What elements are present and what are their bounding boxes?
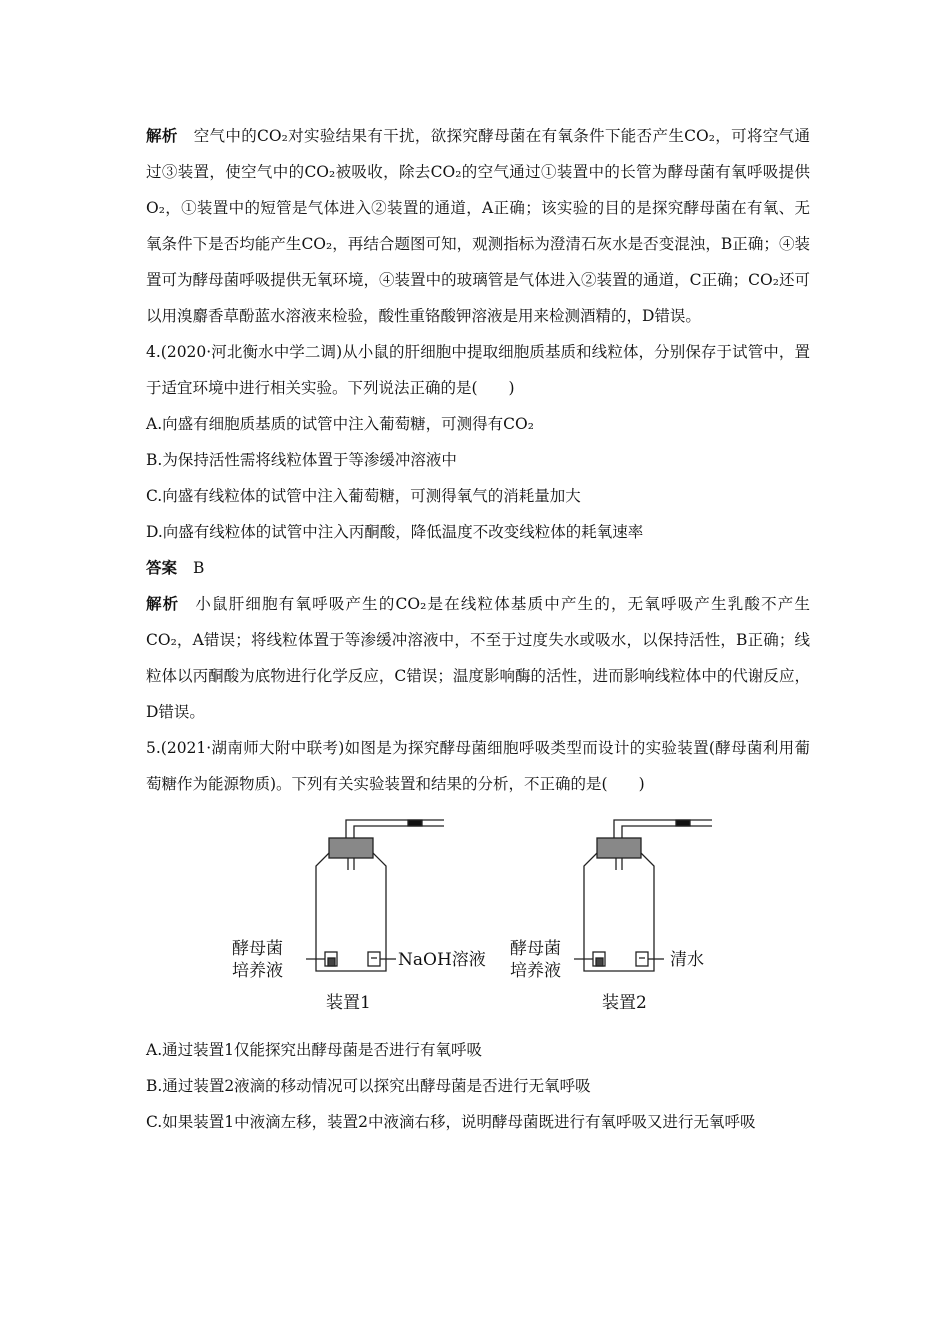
device2-caption: 装置2 [602, 993, 647, 1013]
experiment-figure [146, 806, 810, 1026]
device1-right-label: NaOH溶液 [398, 950, 486, 970]
device2-left-label-2: 培养液 [510, 961, 561, 981]
device1-left-label-1: 酵母菌 [232, 939, 283, 959]
analysis-text: 小鼠肝细胞有氧呼吸产生的CO₂是在线粒体基质中产生的，无氧呼吸产生乳酸不产生CO₂，A错误；将线粒体置于等渗缓冲溶液中，不至于过度失水或吸水，以保持活性，B正确；线粒体以丙酮酸为底物进行化学反应，C错误；温度影响酶的活性，进而影响线粒体中的代谢反应，D错误。 [146, 595, 810, 721]
answer-value: B [193, 559, 205, 577]
document-page [146, 118, 810, 1140]
q4-stem: 4.(2020·河北衡水中学二调)从小鼠的肝细胞中提取细胞质基质和线粒体，分别保存于试管中，置于适宜环境中进行相关实验。下列说法正确的是( ) [146, 343, 810, 397]
q4-option-a: A.向盛有细胞质基质的试管中注入葡萄糖，可测得有CO₂ [146, 415, 534, 433]
q4-option-b: B.为保持活性需将线粒体置于等渗缓冲溶液中 [146, 451, 457, 469]
analysis-label: 解析 [146, 595, 180, 613]
q4-option-c: C.向盛有线粒体的试管中注入葡萄糖，可测得氧气的消耗量加大 [146, 487, 581, 505]
q5-stem: 5.(2021·湖南师大附中联考)如图是为探究酵母菌细胞呼吸类型而设计的实验装置(酵母菌利用葡萄糖作为能源物质)。下列有关实验装置和结果的分析，不正确的是( ) [146, 739, 810, 793]
device1-left-label-2: 培养液 [232, 961, 283, 981]
q3-analysis [146, 118, 810, 334]
q4-answer [146, 550, 810, 586]
device2-left-label-1: 酵母菌 [510, 939, 561, 959]
analysis-label: 解析 [146, 127, 178, 145]
apparatus-drawing [146, 806, 810, 1026]
device2-right-label: 清水 [670, 950, 704, 970]
analysis-text: 空气中的CO₂对实验结果有干扰，欲探究酵母菌在有氧条件下能否产生CO₂，可将空气通过③装置，使空气中的CO₂被吸收，除去CO₂的空气通过①装置中的长管为酵母菌有氧呼吸提供O₂，①装置中的短管是气体进入②装置的通道，A正确；该实验的目的是探究酵母菌在有氧、无氧条件下是否均能产生CO₂，再结合题图可知，观测指标为澄清石灰水是否变混浊，B正确；④装置可为酵母菌呼吸提供无氧环境，④装置中的玻璃管是气体进入②装置的通道，C正确；CO₂还可以用溴麝香草酚蓝水溶液来检验，酸性重铬酸钾溶液是用来检测酒精的，D错误。 [146, 127, 810, 325]
q4-analysis [146, 586, 810, 730]
q5-option-a: A.通过装置1仅能探究出酵母菌是否进行有氧呼吸 [146, 1041, 482, 1059]
q5-option-b: B.通过装置2液滴的移动情况可以探究出酵母菌是否进行无氧呼吸 [146, 1077, 591, 1095]
q4-option-d: D.向盛有线粒体的试管中注入丙酮酸，降低温度不改变线粒体的耗氧速率 [146, 523, 644, 541]
q5-option-c: C.如果装置1中液滴左移，装置2中液滴右移，说明酵母菌既进行有氧呼吸又进行无氧呼吸 [146, 1113, 756, 1131]
device1-caption: 装置1 [326, 993, 371, 1013]
answer-label: 答案 [146, 559, 178, 577]
